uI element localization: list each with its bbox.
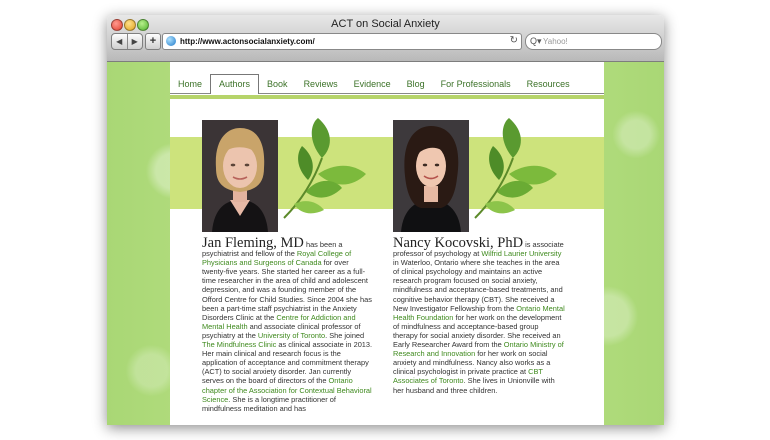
- bio-text: and associate clinical professor of psychiatry at the: [202, 321, 361, 340]
- nav-stripe: [170, 95, 604, 99]
- reload-icon[interactable]: ↻: [509, 35, 518, 46]
- nav-item-home[interactable]: Home: [178, 79, 203, 89]
- bio-link[interactable]: University of Toronto: [257, 330, 326, 340]
- nav-item-resources[interactable]: Resources: [526, 79, 570, 89]
- bio-text: for her work on social anxiety and mindfulness. Nancy also works as a clinical psychologist in private practice at: [393, 349, 551, 377]
- nav-item-book[interactable]: Book: [267, 79, 288, 89]
- bio-text: for her work on the development of mindfulness and acceptance-based group therapy for social anxiety disorder. She received an Early Researcher Award from the: [393, 312, 562, 350]
- bio-link[interactable]: Centre for Addiction and Mental Health: [202, 312, 356, 331]
- portrait-photo: [202, 120, 278, 232]
- author-name: Jan Fleming, MD: [202, 235, 304, 251]
- bio-text: . She is a longtime practitioner of mindfulness meditation and has: [202, 394, 336, 413]
- author-bio-text: [202, 240, 372, 413]
- author-bio: [393, 235, 565, 395]
- bio-link[interactable]: Ontario Mental Health Foundation: [393, 303, 565, 322]
- globe-icon: [166, 36, 176, 46]
- bio-link[interactable]: Royal College of Physicians and Surgeons of Canada: [202, 249, 352, 268]
- bio-link[interactable]: Ontario Ministry of Research and Innovation: [393, 340, 564, 359]
- nav-item-reviews[interactable]: Reviews: [303, 79, 338, 89]
- browser-window: [107, 15, 664, 425]
- nav-item-blog[interactable]: Blog: [406, 79, 425, 89]
- nav-item-authors[interactable]: Authors: [210, 74, 259, 94]
- add-bookmark-button[interactable]: +: [145, 33, 161, 50]
- bio-text: is associate professor of psychology at: [393, 240, 564, 259]
- bio-text: . She lives in Unionville with her husband and three children.: [393, 376, 555, 395]
- bio-link[interactable]: CBT Associates of Toronto: [393, 367, 543, 386]
- back-button[interactable]: ◀: [112, 34, 128, 49]
- window-title: ACT on Social Anxiety: [331, 18, 440, 30]
- address-bar[interactable]: [162, 33, 522, 50]
- bio-text: as clinical associate in 2013. Her main clinical and research focus is the application of acceptance and commitment therapy (ACT) to social anxiety disorder. Jan currently serves on the board of directors of the: [202, 340, 373, 386]
- search-field[interactable]: [525, 33, 662, 50]
- author-name: Nancy Kocovski, PhD: [393, 235, 524, 251]
- leaf-icon: [278, 118, 368, 228]
- site-page: [170, 62, 604, 425]
- bio-text: in Waterloo, Ontario where she teaches in the area of clinical psychology and maintains an active research program focused on social anxiety, mindfulness and acceptance-based treatments, and cognitive behavior therapy (CBT). She received a New Investigator Fellowship from the: [393, 258, 563, 313]
- forward-button[interactable]: ▶: [131, 37, 138, 46]
- bio-text: has been a psychiatrist and fellow of the: [202, 240, 343, 259]
- search-placeholder[interactable]: Yahoo!: [543, 37, 568, 46]
- nav-item-evidence[interactable]: Evidence: [353, 79, 391, 89]
- bio-text: . She joined: [325, 330, 365, 340]
- title-bar: [107, 15, 664, 62]
- bio-link[interactable]: Wilfrid Laurier University: [481, 249, 562, 259]
- url-text[interactable]: http://www.actonsocialanxiety.com/: [180, 37, 315, 46]
- bio-text: for over twenty-five years. She started her career as a full-time researcher in the area of child and adolescent depression, and was a founding member of the Offord Centre for Child Studies. Since 2004 she has been a part-time staff psychiatrist in the Anxiety Disorders Clinic at the: [202, 258, 372, 322]
- history-buttons: [111, 33, 143, 50]
- bio-link[interactable]: The Mindfulness Clinic: [202, 340, 277, 350]
- nav-item-for-professionals[interactable]: For Professionals: [440, 79, 511, 89]
- author-bio: [202, 235, 374, 413]
- portrait-photo: [393, 120, 469, 232]
- site-nav: [170, 74, 604, 94]
- page-viewport: [107, 62, 664, 425]
- bio-link[interactable]: Ontario chapter of the Association for Contextual Behavioral Science: [202, 376, 372, 404]
- leaf-icon: [469, 118, 559, 228]
- author-bio-text: [393, 240, 565, 395]
- search-icon[interactable]: Q▾: [530, 36, 542, 46]
